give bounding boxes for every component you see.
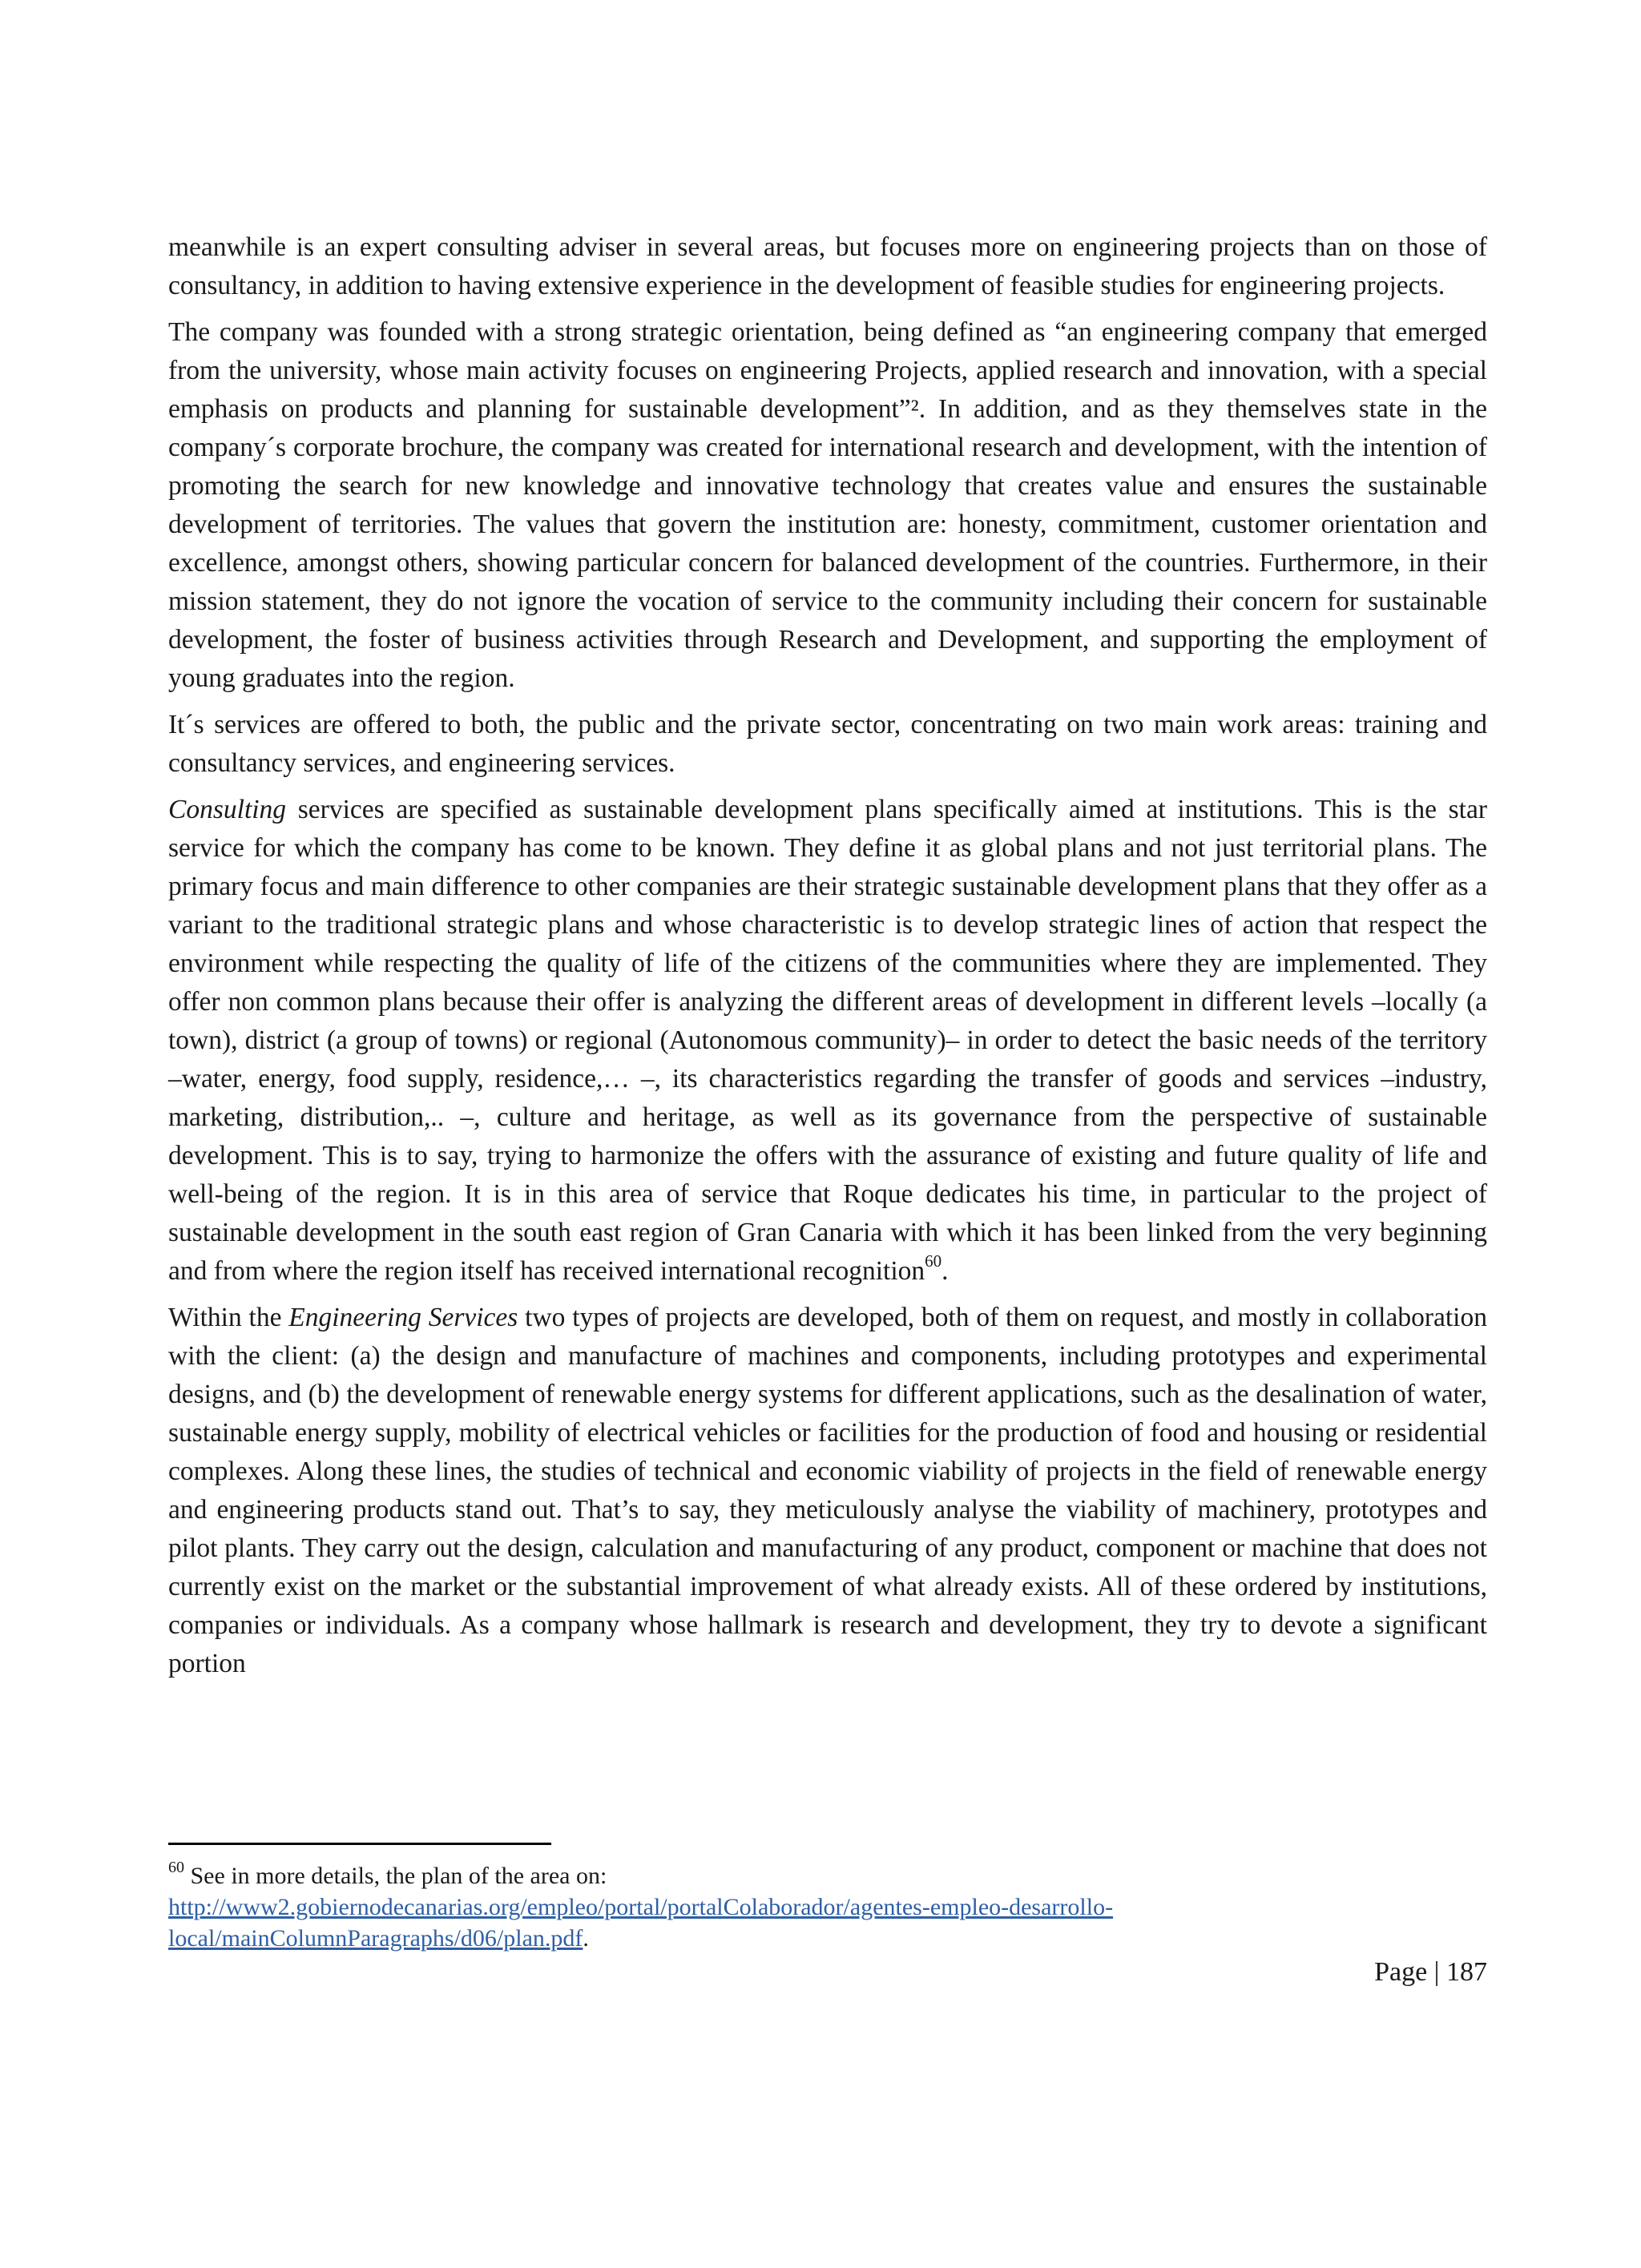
paragraph-4: Consulting services are specified as sustainable development plans specifically aimed at institutions. This is the star service for which the company has come to be known. They define it as global plans and not just territorial plans. The primary focus and main difference to other companies are their strategic sustainable development plans that they offer as a variant to the traditional strategic plans and whose characteristic is to develop strategic lines of action that respect the environment while respecting the quality of life of the citizens of the communities where they are implemented. They offer non common plans because their offer is analyzing the different areas of development in different levels –locally (a town), district (a group of towns) or regional (Autonomous community)– in order to detect the basic needs of the territory –water, energy, food supply, residence,… –, its characteristics regarding the transfer of goods and services –industry, marketing, distribution,.. –, culture and heritage, as well as its governance from the perspective of sustainable development. This is to say, trying to harmonize the offers with the assurance of existing and future quality of life and well-being of the region. It is in this area of service that Roque dedicates his time, in particular to the project of sustainable development in the south east region of Gran Canaria with which it has been linked from the very beginning and from where the region itself has received international recognition$^{60}$.	[168, 795, 1487, 1286]
footnote-separator	[168, 1843, 551, 1845]
footnote-link[interactable]: http://www2.gobiernodecanarias.org/empleo/portal/portalColaborador/agentes-empleo-desarrollo-local/mainColumnParagraphs/d06/plan.pdf	[168, 1894, 1114, 1952]
italic-term-consulting: Consulting	[168, 795, 287, 824]
page-number: Page | 187	[1374, 1957, 1487, 1987]
footnote-number: 60	[168, 1859, 184, 1876]
paragraph-2: The company was founded with a strong strategic orientation, being defined as “an engineering company that emerged from the university, whose main activity focuses on engineering Projects, applied research and innovation, with a special emphasis on products and planning for sustainable development”². In addition, and as they themselves state in the company´s corporate brochure, the company was created for international research and development, with the intention of promoting the search for new knowledge and innovative technology that creates value and ensures the sustainable development of territories. The values that govern the institution are: honesty, commitment, customer orientation and excellence, amongst others, showing particular concern for balanced development of the countries. Furthermore, in their mission statement, they do not ignore the vocation of service to the community including their concern for sustainable development, the foster of business activities through Research and Development, and supporting the employment of young graduates into the region.	[168, 317, 1487, 693]
body-text	[168, 228, 1487, 1691]
footnote-reference[interactable]: 60	[925, 1251, 942, 1271]
footnote: $^{60}$ See in more details, the plan of the area on: http://www2.gobiernodecanarias.org/empleo/portal/portalColaborador/agentes-empleo-desarrollo-local/mainColumnParagraphs/d06/plan.pdf.	[168, 1859, 1114, 1952]
paragraph-5: Within the Engineering Services two types of projects are developed, both of them on request, and mostly in collaboration with the client: (a) the design and manufacture of machines and components, including prototypes and experimental designs, and (b) the development of renewable energy systems for different applications, such as the desalination of water, sustainable energy supply, mobility of electrical vehicles or facilities for the production of food and housing or residential complexes. Along these lines, the studies of technical and economic viability of projects in the field of renewable energy and engineering products stand out. That’s to say, they meticulously analyse the viability of machinery, prototypes and pilot plants. They carry out the design, calculation and manufacturing of any product, component or machine that does not currently exist on the market or the substantial improvement of what already exists. All of these ordered by institutions, companies or individuals. As a company whose hallmark is research and development, they try to devote a significant portion	[168, 1303, 1487, 1678]
paragraph-1: meanwhile is an expert consulting adviser in several areas, but focuses more on engineering projects than on those of consultancy, in addition to having extensive experience in the development of feasible studies for engineering projects.	[168, 232, 1487, 300]
footnote-text: See in more details, the plan of the area on:	[184, 1863, 607, 1889]
italic-term-engineering-services: Engineering Services	[288, 1303, 518, 1332]
paragraph-3: It´s services are offered to both, the public and the private sector, concentrating on two main work areas: training and consultancy services, and engineering services.	[168, 710, 1487, 778]
